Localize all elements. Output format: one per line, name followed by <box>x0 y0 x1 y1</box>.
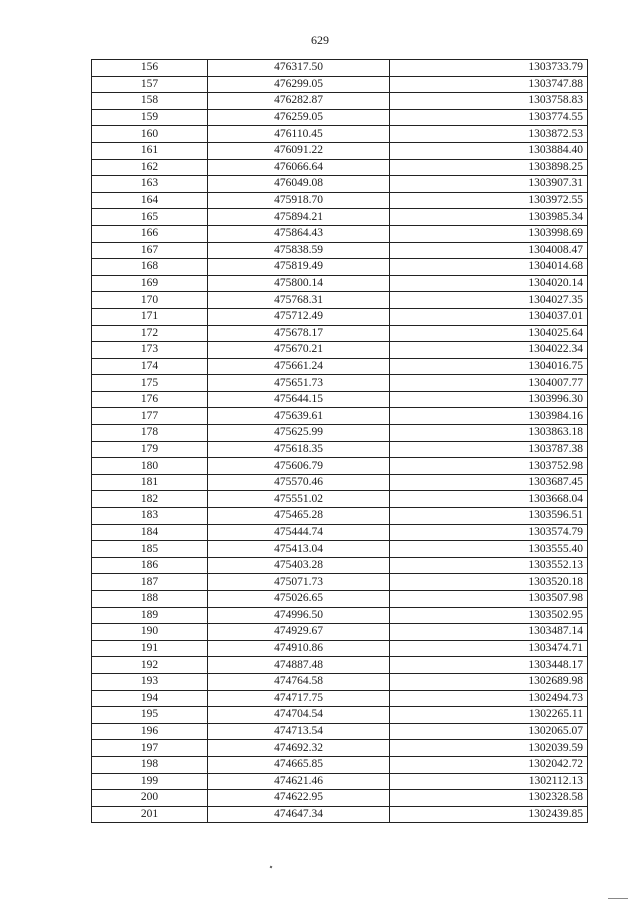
table-row <box>92 375 588 392</box>
x-coordinate-cell: 475678.17 <box>208 325 390 342</box>
x-coordinate-cell: 475712.49 <box>208 308 390 325</box>
y-coordinate-cell: 1303747.88 <box>390 76 588 93</box>
y-coordinate-cell: 1303474.71 <box>390 640 588 657</box>
point-number-cell: 185 <box>92 541 208 558</box>
x-coordinate-cell: 474717.75 <box>208 690 390 707</box>
table-row <box>92 773 588 790</box>
table-row <box>92 325 588 342</box>
x-coordinate-cell: 475403.28 <box>208 557 390 574</box>
y-coordinate-cell: 1304020.14 <box>390 275 588 292</box>
x-coordinate-cell: 474713.54 <box>208 723 390 740</box>
scan-speck <box>270 866 273 869</box>
point-number-cell: 190 <box>92 624 208 641</box>
scan-edge-mark <box>608 898 628 899</box>
point-number-cell: 180 <box>92 458 208 475</box>
table-row <box>92 557 588 574</box>
table-row <box>92 259 588 276</box>
x-coordinate-cell: 475639.61 <box>208 408 390 425</box>
x-coordinate-cell: 475026.65 <box>208 591 390 608</box>
table-row <box>92 723 588 740</box>
x-coordinate-cell: 474665.85 <box>208 756 390 773</box>
y-coordinate-cell: 1303985.34 <box>390 209 588 226</box>
y-coordinate-cell: 1302042.72 <box>390 756 588 773</box>
x-coordinate-cell: 475413.04 <box>208 541 390 558</box>
table-row <box>92 640 588 657</box>
point-number-cell: 189 <box>92 607 208 624</box>
point-number-cell: 166 <box>92 225 208 242</box>
y-coordinate-cell: 1302039.59 <box>390 740 588 757</box>
table-row <box>92 707 588 724</box>
x-coordinate-cell: 474622.95 <box>208 790 390 807</box>
y-coordinate-cell: 1303520.18 <box>390 574 588 591</box>
table-row <box>92 657 588 674</box>
point-number-cell: 199 <box>92 773 208 790</box>
x-coordinate-cell: 474692.32 <box>208 740 390 757</box>
coordinates-table-body <box>92 60 588 823</box>
table-row <box>92 673 588 690</box>
x-coordinate-cell: 475551.02 <box>208 491 390 508</box>
y-coordinate-cell: 1304008.47 <box>390 242 588 259</box>
table-row <box>92 591 588 608</box>
y-coordinate-cell: 1302439.85 <box>390 806 588 823</box>
table-row <box>92 756 588 773</box>
x-coordinate-cell: 475606.79 <box>208 458 390 475</box>
point-number-cell: 163 <box>92 176 208 193</box>
point-number-cell: 160 <box>92 126 208 143</box>
point-number-cell: 197 <box>92 740 208 757</box>
x-coordinate-cell: 474764.58 <box>208 673 390 690</box>
y-coordinate-cell: 1303687.45 <box>390 474 588 491</box>
table-row <box>92 292 588 309</box>
y-coordinate-cell: 1303574.79 <box>390 524 588 541</box>
x-coordinate-cell: 474704.54 <box>208 707 390 724</box>
y-coordinate-cell: 1302065.07 <box>390 723 588 740</box>
point-number-cell: 167 <box>92 242 208 259</box>
point-number-cell: 187 <box>92 574 208 591</box>
x-coordinate-cell: 474910.86 <box>208 640 390 657</box>
table-row <box>92 192 588 209</box>
y-coordinate-cell: 1303758.83 <box>390 93 588 110</box>
y-coordinate-cell: 1303774.55 <box>390 109 588 126</box>
y-coordinate-cell: 1303448.17 <box>390 657 588 674</box>
table-row <box>92 425 588 442</box>
y-coordinate-cell: 1303872.53 <box>390 126 588 143</box>
point-number-cell: 157 <box>92 76 208 93</box>
y-coordinate-cell: 1303507.98 <box>390 591 588 608</box>
table-row <box>92 225 588 242</box>
y-coordinate-cell: 1303787.38 <box>390 441 588 458</box>
x-coordinate-cell: 475661.24 <box>208 358 390 375</box>
x-coordinate-cell: 475768.31 <box>208 292 390 309</box>
x-coordinate-cell: 476299.05 <box>208 76 390 93</box>
point-number-cell: 192 <box>92 657 208 674</box>
x-coordinate-cell: 475918.70 <box>208 192 390 209</box>
point-number-cell: 165 <box>92 209 208 226</box>
y-coordinate-cell: 1303972.55 <box>390 192 588 209</box>
table-row <box>92 790 588 807</box>
point-number-cell: 182 <box>92 491 208 508</box>
point-number-cell: 162 <box>92 159 208 176</box>
table-row <box>92 176 588 193</box>
table-row <box>92 574 588 591</box>
point-number-cell: 156 <box>92 60 208 77</box>
y-coordinate-cell: 1303552.13 <box>390 557 588 574</box>
table-row <box>92 275 588 292</box>
point-number-cell: 164 <box>92 192 208 209</box>
y-coordinate-cell: 1304025.64 <box>390 325 588 342</box>
y-coordinate-cell: 1302265.11 <box>390 707 588 724</box>
y-coordinate-cell: 1303984.16 <box>390 408 588 425</box>
x-coordinate-cell: 474647.34 <box>208 806 390 823</box>
x-coordinate-cell: 475625.99 <box>208 425 390 442</box>
table-row <box>92 508 588 525</box>
table-row <box>92 740 588 757</box>
table-row <box>92 159 588 176</box>
x-coordinate-cell: 475864.43 <box>208 225 390 242</box>
table-row <box>92 60 588 77</box>
x-coordinate-cell: 474929.67 <box>208 624 390 641</box>
x-coordinate-cell: 475570.46 <box>208 474 390 491</box>
table-row <box>92 342 588 359</box>
y-coordinate-cell: 1302689.98 <box>390 673 588 690</box>
x-coordinate-cell: 475465.28 <box>208 508 390 525</box>
point-number-cell: 193 <box>92 673 208 690</box>
y-coordinate-cell: 1303907.31 <box>390 176 588 193</box>
y-coordinate-cell: 1302112.13 <box>390 773 588 790</box>
table-row <box>92 242 588 259</box>
x-coordinate-cell: 475819.49 <box>208 259 390 276</box>
table-row <box>92 541 588 558</box>
point-number-cell: 168 <box>92 259 208 276</box>
point-number-cell: 195 <box>92 707 208 724</box>
table-row <box>92 624 588 641</box>
point-number-cell: 174 <box>92 358 208 375</box>
y-coordinate-cell: 1303898.25 <box>390 159 588 176</box>
point-number-cell: 172 <box>92 325 208 342</box>
point-number-cell: 200 <box>92 790 208 807</box>
point-number-cell: 183 <box>92 508 208 525</box>
point-number-cell: 196 <box>92 723 208 740</box>
point-number-cell: 178 <box>92 425 208 442</box>
y-coordinate-cell: 1303998.69 <box>390 225 588 242</box>
x-coordinate-cell: 474996.50 <box>208 607 390 624</box>
y-coordinate-cell: 1303733.79 <box>390 60 588 77</box>
y-coordinate-cell: 1304007.77 <box>390 375 588 392</box>
point-number-cell: 179 <box>92 441 208 458</box>
x-coordinate-cell: 476091.22 <box>208 142 390 159</box>
point-number-cell: 181 <box>92 474 208 491</box>
x-coordinate-cell: 475894.21 <box>208 209 390 226</box>
point-number-cell: 169 <box>92 275 208 292</box>
y-coordinate-cell: 1303996.30 <box>390 391 588 408</box>
table-row <box>92 109 588 126</box>
x-coordinate-cell: 475644.15 <box>208 391 390 408</box>
table-row <box>92 391 588 408</box>
x-coordinate-cell: 476066.64 <box>208 159 390 176</box>
table-row <box>92 142 588 159</box>
point-number-cell: 175 <box>92 375 208 392</box>
point-number-cell: 158 <box>92 93 208 110</box>
table-row <box>92 308 588 325</box>
y-coordinate-cell: 1302494.73 <box>390 690 588 707</box>
point-number-cell: 186 <box>92 557 208 574</box>
y-coordinate-cell: 1302328.58 <box>390 790 588 807</box>
table-row <box>92 690 588 707</box>
point-number-cell: 184 <box>92 524 208 541</box>
x-coordinate-cell: 476110.45 <box>208 126 390 143</box>
point-number-cell: 170 <box>92 292 208 309</box>
y-coordinate-cell: 1304022.34 <box>390 342 588 359</box>
y-coordinate-cell: 1304014.68 <box>390 259 588 276</box>
point-number-cell: 171 <box>92 308 208 325</box>
x-coordinate-cell: 474621.46 <box>208 773 390 790</box>
table-row <box>92 607 588 624</box>
table-row <box>92 76 588 93</box>
table-row <box>92 458 588 475</box>
table-row <box>92 93 588 110</box>
x-coordinate-cell: 476259.05 <box>208 109 390 126</box>
table-row <box>92 491 588 508</box>
table-row <box>92 408 588 425</box>
point-number-cell: 176 <box>92 391 208 408</box>
y-coordinate-cell: 1303668.04 <box>390 491 588 508</box>
y-coordinate-cell: 1303502.95 <box>390 607 588 624</box>
y-coordinate-cell: 1303487.14 <box>390 624 588 641</box>
table-row <box>92 358 588 375</box>
x-coordinate-cell: 474887.48 <box>208 657 390 674</box>
x-coordinate-cell: 475071.73 <box>208 574 390 591</box>
table-row <box>92 126 588 143</box>
point-number-cell: 191 <box>92 640 208 657</box>
point-number-cell: 188 <box>92 591 208 608</box>
y-coordinate-cell: 1303752.98 <box>390 458 588 475</box>
table-row <box>92 441 588 458</box>
x-coordinate-cell: 475651.73 <box>208 375 390 392</box>
page-number: 629 <box>311 33 329 47</box>
point-number-cell: 177 <box>92 408 208 425</box>
y-coordinate-cell: 1304016.75 <box>390 358 588 375</box>
x-coordinate-cell: 475800.14 <box>208 275 390 292</box>
point-number-cell: 173 <box>92 342 208 359</box>
point-number-cell: 159 <box>92 109 208 126</box>
table-row <box>92 806 588 823</box>
table-row <box>92 524 588 541</box>
y-coordinate-cell: 1304037.01 <box>390 308 588 325</box>
y-coordinate-cell: 1303555.40 <box>390 541 588 558</box>
table-row <box>92 209 588 226</box>
point-number-cell: 194 <box>92 690 208 707</box>
coordinates-table <box>91 59 588 823</box>
x-coordinate-cell: 476049.08 <box>208 176 390 193</box>
x-coordinate-cell: 475670.21 <box>208 342 390 359</box>
point-number-cell: 161 <box>92 142 208 159</box>
table-row <box>92 474 588 491</box>
x-coordinate-cell: 475618.35 <box>208 441 390 458</box>
x-coordinate-cell: 475838.59 <box>208 242 390 259</box>
x-coordinate-cell: 475444.74 <box>208 524 390 541</box>
x-coordinate-cell: 476317.50 <box>208 60 390 77</box>
y-coordinate-cell: 1304027.35 <box>390 292 588 309</box>
point-number-cell: 198 <box>92 756 208 773</box>
x-coordinate-cell: 476282.87 <box>208 93 390 110</box>
y-coordinate-cell: 1303884.40 <box>390 142 588 159</box>
y-coordinate-cell: 1303863.18 <box>390 425 588 442</box>
point-number-cell: 201 <box>92 806 208 823</box>
y-coordinate-cell: 1303596.51 <box>390 508 588 525</box>
